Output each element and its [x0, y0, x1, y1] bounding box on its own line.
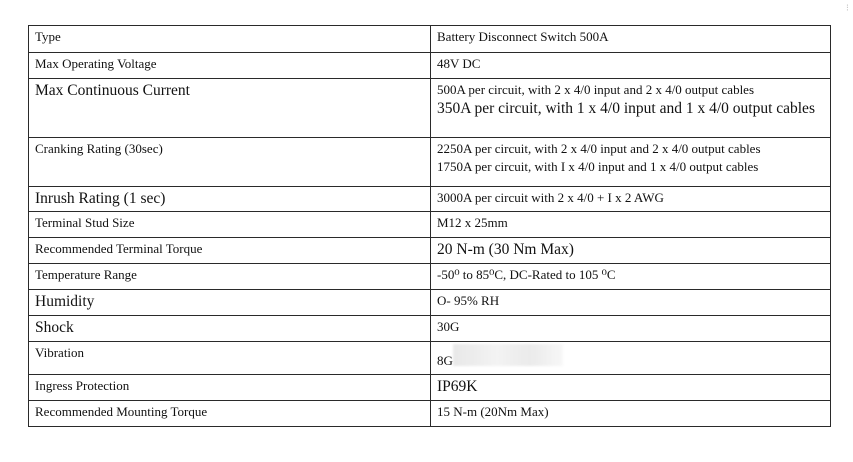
spec-value-line: -50⁰ to 85⁰C, DC-Rated to 105 ⁰C [437, 267, 616, 282]
spec-value-line: O- 95% RH [437, 293, 500, 308]
spec-value [431, 316, 831, 342]
table-row [29, 264, 831, 290]
table-row [29, 79, 831, 138]
spec-value-line: 1750A per circuit, with I x 4/0 input and 1 x 4/0 output cables [437, 159, 759, 174]
table-row [29, 375, 831, 401]
table-row [29, 138, 831, 187]
spec-value [431, 290, 831, 316]
spec-label: Ingress Protection [29, 375, 431, 401]
spec-value [431, 342, 831, 375]
corner-mark: ⁝ [845, 3, 849, 14]
table-row [29, 290, 831, 316]
spec-label: Inrush Rating (1 sec) [29, 187, 431, 212]
spec-value-line: 500A per circuit, with 2 x 4/0 input and 2 x 4/0 output cables [437, 82, 755, 97]
table-row [29, 187, 831, 212]
spec-value [431, 26, 831, 53]
spec-value [431, 79, 831, 138]
table-row [29, 342, 831, 375]
spec-label: Humidity [29, 290, 431, 316]
blurred-redaction [453, 344, 563, 366]
spec-label: Max Operating Voltage [29, 53, 431, 79]
spec-value [431, 212, 831, 238]
table-row [29, 212, 831, 238]
spec-value [431, 238, 831, 264]
spec-value-line: 30G [437, 319, 460, 334]
table-row [29, 53, 831, 79]
spec-label: Max Continuous Current [29, 79, 431, 138]
spec-value-line: 3000A per circuit with 2 x 4/0 + I x 2 AWG [437, 190, 664, 205]
table-row [29, 26, 831, 53]
spec-value-line: 350A per circuit, with 1 x 4/0 input and 1 x 4/0 output cables [437, 100, 815, 117]
spec-value [431, 53, 831, 79]
spec-value-line: M12 x 25mm [437, 215, 508, 230]
spec-value [431, 187, 831, 212]
spec-label: Terminal Stud Size [29, 212, 431, 238]
spec-label: Type [29, 26, 431, 53]
spec-label: Recommended Terminal Torque [29, 238, 431, 264]
vibration-value-wrap [437, 344, 453, 370]
spec-value-line: 2250A per circuit, with 2 x 4/0 input and 2 x 4/0 output cables [437, 141, 761, 156]
table-row [29, 401, 831, 427]
spec-value [431, 401, 831, 427]
spec-label: Temperature Range [29, 264, 431, 290]
spec-value [431, 264, 831, 290]
spec-value-line: 8G [437, 353, 453, 368]
spec-label: Shock [29, 316, 431, 342]
spec-value-line: IP69K [437, 378, 478, 395]
spec-value [431, 138, 831, 187]
table-row [29, 238, 831, 264]
spec-table [28, 25, 831, 427]
spec-value-line: 15 N-m (20Nm Max) [437, 404, 549, 419]
spec-value-line: Battery Disconnect Switch 500A [437, 29, 609, 44]
spec-value [431, 375, 831, 401]
spec-value-line: 48V DC [437, 56, 481, 71]
spec-label: Recommended Mounting Torque [29, 401, 431, 427]
spec-label: Cranking Rating (30sec) [29, 138, 431, 187]
spec-value-line: 20 N-m (30 Nm Max) [437, 241, 574, 258]
spec-label: Vibration [29, 342, 431, 375]
table-row [29, 316, 831, 342]
